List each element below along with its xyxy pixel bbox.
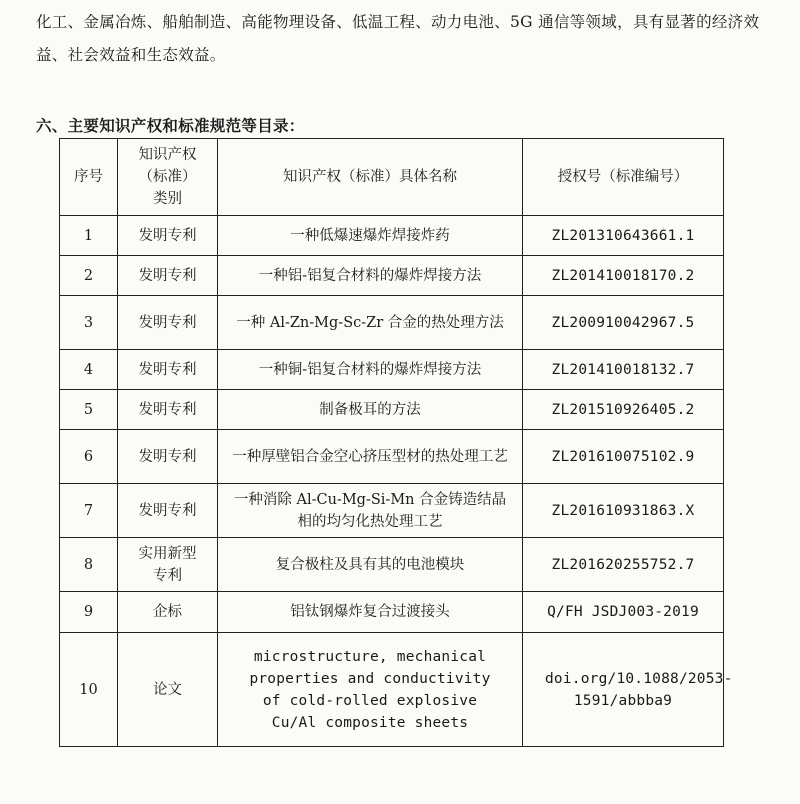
row-type: 发明专利 xyxy=(118,390,218,430)
row-code: ZL201510926405.2 xyxy=(523,390,724,430)
row-code: ZL201610075102.9 xyxy=(523,430,724,484)
row-no: 6 xyxy=(60,430,118,484)
row-type: 发明专利 xyxy=(118,216,218,256)
row-name: 铝钛钢爆炸复合过渡接头 xyxy=(218,592,523,633)
row-type: 发明专利 xyxy=(118,296,218,350)
row-code: ZL201310643661.1 xyxy=(523,216,724,256)
row-name: 一种厚壁铝合金空心挤压型材的热处理工艺 xyxy=(218,430,523,484)
table-row xyxy=(60,216,724,256)
table-row xyxy=(60,592,724,633)
row-name: 一种低爆速爆炸焊接炸药 xyxy=(218,216,523,256)
row-type: 发明专利 xyxy=(118,430,218,484)
row-no: 2 xyxy=(60,256,118,296)
table-row xyxy=(60,484,724,538)
row-no: 10 xyxy=(60,633,118,747)
row-name: 一种铜-铝复合材料的爆炸焊接方法 xyxy=(218,350,523,390)
row-type: 实用新型专利 xyxy=(118,538,218,592)
header-code: 授权号（标准编号） xyxy=(523,139,724,216)
row-no: 5 xyxy=(60,390,118,430)
row-type: 论文 xyxy=(118,633,218,747)
row-name: 制备极耳的方法 xyxy=(218,390,523,430)
table-row xyxy=(60,256,724,296)
row-code: Q/FH JSDJ003-2019 xyxy=(523,592,724,633)
header-type: 知识产权（标准）类别 xyxy=(118,139,218,216)
row-name: 复合极柱及具有其的电池模块 xyxy=(218,538,523,592)
section-title: 六、主要知识产权和标准规范等目录： xyxy=(36,116,305,135)
table-header-row xyxy=(60,139,724,216)
row-code: ZL201410018132.7 xyxy=(523,350,724,390)
row-no: 7 xyxy=(60,484,118,538)
row-code: ZL201620255752.7 xyxy=(523,538,724,592)
table-row xyxy=(60,296,724,350)
table-row xyxy=(60,350,724,390)
header-no: 序号 xyxy=(60,139,118,216)
row-name: 一种铝-铝复合材料的爆炸焊接方法 xyxy=(218,256,523,296)
header-name: 知识产权（标准）具体名称 xyxy=(218,139,523,216)
row-name: 一种 Al-Zn-Mg-Sc-Zr 合金的热处理方法 xyxy=(218,296,523,350)
row-no: 3 xyxy=(60,296,118,350)
row-code: doi.org/10.1088/2053-1591/abbba9 xyxy=(523,633,724,747)
row-type: 发明专利 xyxy=(118,484,218,538)
intro-paragraph: 化工、金属冶炼、船舶制造、高能物理设备、低温工程、动力电池、5G 通信等领域，具有显著的经济效益、社会效益和生态效益。 xyxy=(36,13,760,64)
table-row xyxy=(60,390,724,430)
row-no: 1 xyxy=(60,216,118,256)
row-name: 一种消除 Al-Cu-Mg-Si-Mn 合金铸造结晶相的均匀化热处理工艺 xyxy=(218,484,523,538)
table-row xyxy=(60,538,724,592)
row-code: ZL201410018170.2 xyxy=(523,256,724,296)
table-row xyxy=(60,430,724,484)
table-row xyxy=(60,633,724,747)
ip-table xyxy=(59,138,733,747)
row-code: ZL200910042967.5 xyxy=(523,296,724,350)
row-type: 发明专利 xyxy=(118,256,218,296)
row-type: 企标 xyxy=(118,592,218,633)
row-no: 8 xyxy=(60,538,118,592)
row-code: ZL201610931863.X xyxy=(523,484,724,538)
row-no: 9 xyxy=(60,592,118,633)
row-type: 发明专利 xyxy=(118,350,218,390)
row-name: microstructure, mechanical properties and conductivity of cold-rolled explosive Cu/Al composite sheets xyxy=(218,633,523,747)
row-no: 4 xyxy=(60,350,118,390)
